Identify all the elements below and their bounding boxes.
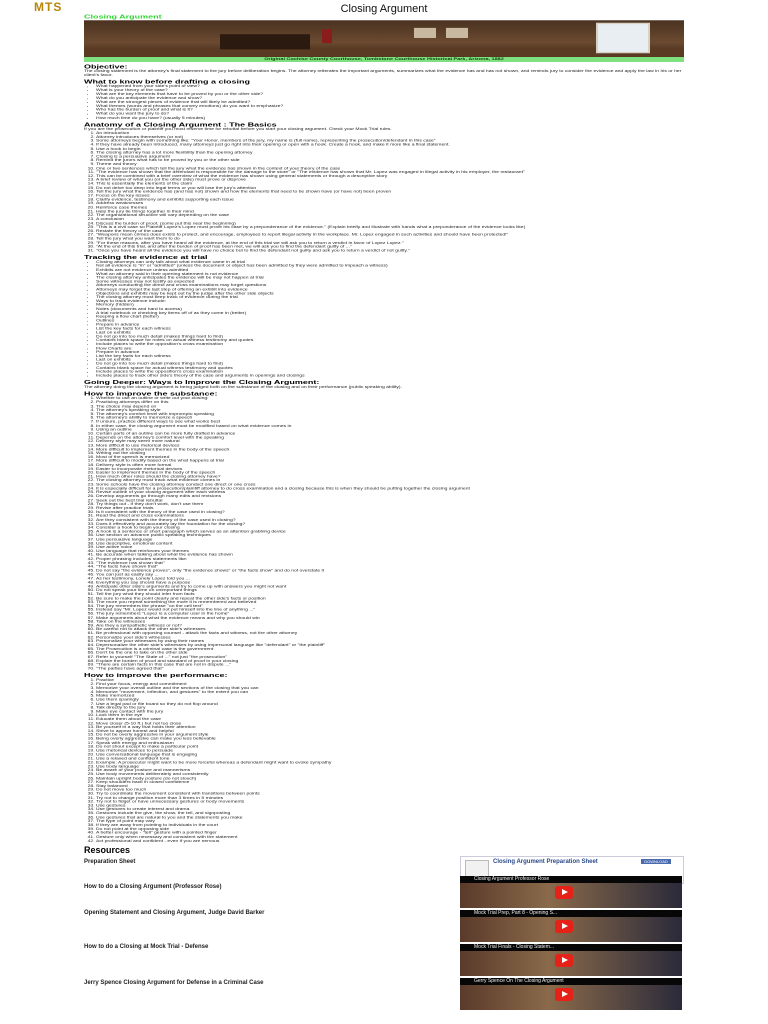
list-item: 1. Practice	[96, 679, 684, 683]
list-item: 48. Everything you say should have a purpose	[96, 581, 684, 585]
list-item: • What happened from your side's point of view?	[96, 85, 684, 89]
list-item: 43. "The evidence has shown that"	[96, 561, 684, 565]
list-item: • Prepare in advance	[96, 350, 684, 354]
list-item: 59. Are they a sympathetic witness or not?	[96, 624, 684, 628]
list-item: 31. "Once you have heard all the evidence you will have no choice but to find the defendant not guilty and ask you to return a verdict of not guilty."	[96, 249, 684, 253]
list-item: • Attorneys conducting the direct and cross examinations may forget questions	[96, 284, 684, 288]
resource-title[interactable]: Jerry Spence Closing Argument for Defense in a Criminal Case	[84, 980, 264, 986]
list-item: 14. More difficult to implement themes in the body of the speech	[96, 448, 684, 452]
resource-title[interactable]: Opening Statement and Closing Argument, Judge David Barker	[84, 910, 265, 916]
video-title: Closing Argument Professor Rose	[460, 876, 682, 883]
list-item: 27. "Weapons mean crimes does exists to protect, and encourage, employees to report illegal activity in the workplace. Mr. Lopez engaged in such activities and should have been protected!"	[96, 233, 684, 237]
list-item: • Ways to track evidence include:	[96, 299, 684, 303]
list-item: 20. Reinforce case themes	[96, 206, 684, 210]
list-item: 1. An introduction	[96, 131, 684, 135]
list-item: 60. Be careful not to attack the other side's witnesses	[96, 628, 684, 632]
list-item: 36. Use gestures that are natural to you and the statements you make	[96, 816, 684, 820]
list-item: 2. Attorney introduces themselves (or not)	[96, 135, 684, 139]
list-item: 30. Try to coordinate the movement consistent with transitions between points	[96, 792, 684, 796]
video-thumbnail[interactable]	[460, 978, 682, 1010]
list-item: 24. Be aware of your posture and mannerisms	[96, 769, 684, 773]
list-item: 21. Help the jury tie things together in their mind	[96, 210, 684, 214]
list-item: 4. If they have already been introduced, many attorneys just go right into their opening or open with a hook. Create a hook, and make it more like a final statement.	[96, 143, 684, 147]
list-item: • Memory (hidden)	[96, 303, 684, 307]
tracking-list	[84, 260, 684, 377]
play-icon[interactable]	[555, 920, 573, 933]
list-item: 34. Consider a hook to begin your closing	[96, 526, 684, 530]
list-item: • What themes (words and phrases that convey emotions) do you want to emphasize?	[96, 104, 684, 108]
list-item: 26. Develop arguments go through many edits and revisions	[96, 495, 684, 499]
list-item: 8. Talk directly to the jury	[96, 706, 684, 710]
list-item: 23. Use body language	[96, 765, 684, 769]
video-title: Mock Trial Prep, Part 8 - Opening S...	[460, 910, 682, 917]
list-item: • Last on exhibits	[96, 331, 684, 335]
list-item: • How much time do you have? (usually 5 minutes)	[96, 116, 684, 120]
list-item: 16. Most of the speech is memorized	[96, 456, 684, 460]
list-item: 27. Keep shoulders back in closed confidence	[96, 780, 684, 784]
list-item: 39. Do not point at the opposing side	[96, 827, 684, 831]
list-item: • Who has the burden of proof and what is it?	[96, 108, 684, 112]
resources-section	[84, 843, 684, 855]
list-item: 17. Focus on the key issues	[96, 194, 684, 198]
list-item: 17. More difficult to modify based on the what happens at trial	[96, 459, 684, 463]
list-item: 7. Closing is a persuasive argument	[96, 155, 684, 159]
substance-heading: How to improve the substance:	[84, 390, 218, 397]
list-item: 65. The Prosecution is a criminal case is the government	[96, 647, 684, 651]
list-item: 38. Use descriptive, emotional content	[96, 542, 684, 546]
list-item: 13. A brief review of what you (or the other side) must prove or disprove	[96, 178, 684, 182]
list-item: • Closing attorneys can only talk about what evidence came in at trial	[96, 260, 684, 264]
list-item: 14. This is essentially the elements of the claim	[96, 182, 684, 186]
list-item: 58. Take on the witnesses	[96, 620, 684, 624]
list-item: 8. In either case, the closing argument must be modified based on what evidence comes in	[96, 424, 684, 428]
list-item: 44. "The facts have shown that"	[96, 565, 684, 569]
list-item: 32. Try not to fidget or have unnecessary gestures or body movements	[96, 800, 684, 804]
list-item: • Some witnesses may not testify as expected	[96, 280, 684, 284]
list-item: • Last on exhibits	[96, 358, 684, 362]
list-item: • Do not go into too much detail (makes things hard to find)	[96, 335, 684, 339]
list-item: 37. Use persuasive language	[96, 538, 684, 542]
deeper-heading: Going Deeper: Ways to Improve the Closing Argument:	[84, 379, 320, 386]
anatomy-intro: If you are the prosecution or plaintiff you must reserve time for rebuttal before you start your closing argument. Check your Mock Trial rules.	[84, 127, 392, 132]
list-item: 42. Proper phrasing includes statements like:	[96, 557, 684, 561]
list-item: 33. Use gestures	[96, 804, 684, 808]
list-item: 37. The type of point may vary	[96, 820, 684, 824]
list-item: 14. Strive to appear honest and helpful	[96, 729, 684, 733]
list-item: 9. Using an outline	[96, 428, 684, 432]
list-item: 3. Some attorneys begin with something like: "Your Honor, members of the jury, my name is (full name), representing the prosecution/defendant in this case"	[96, 139, 684, 143]
site-logo[interactable]: MTS	[34, 0, 63, 14]
list-item: • What are the key elements that have to be proved by you or the other side?	[96, 93, 684, 97]
video-title: Gerry Spence On The Closing Argument	[460, 978, 682, 985]
list-item: 19. Address weaknesses	[96, 202, 684, 206]
list-item: 10. One or two sentences which tell the jury what the evidence has shown in the context of your theory of the case	[96, 167, 684, 171]
list-item: 12. Delivery style may seem more natural	[96, 440, 684, 444]
performance-list	[84, 679, 684, 843]
list-item: 50. Do not speak your time on unimportant things	[96, 589, 684, 593]
list-item: • Prepare in advance	[96, 323, 684, 327]
tracking-heading: Tracking the evidence at trial	[84, 254, 208, 261]
play-icon[interactable]	[555, 954, 573, 967]
resources-heading: Resources	[84, 845, 131, 855]
list-item: 21. How much other roles should the closing attorney have?	[96, 475, 684, 479]
list-item: 6. Use them sparingly	[96, 698, 684, 702]
list-item: 56. The jury remembers "Lopez is a computer user in the home"	[96, 612, 684, 616]
list-item: 11. "The evidence has shown that the defendant is responsible for the damage to the store" or "The evidence has shown that Mr. Lopez was engaged in illegal activity in his employer, the restaurant"	[96, 170, 684, 174]
section-label: Closing Argument	[84, 13, 162, 20]
list-item: 45. Do not say "the evidence proves", only "the evidence shows" or "the facts show" and do not overstate it	[96, 569, 684, 573]
resource-title[interactable]: How to do a Closing at Mock Trial - Defense	[84, 944, 209, 950]
list-item: 33. Does it effectively and accurately lay the foundation for the closing?	[96, 522, 684, 526]
list-item: 32. Are they consistent with the theory of the case used in closing?	[96, 518, 684, 522]
list-item: 3. Memorize your overall outline and the sections of the closing that you can	[96, 686, 684, 690]
list-item: 35. Gestures include the give, the show, the tell, and signposting	[96, 812, 684, 816]
list-item: • Notes (documents and hard to access)	[96, 307, 684, 311]
list-item: • Outlines	[96, 319, 684, 323]
list-item: • Do not go into too much detail (makes things hard to find)	[96, 362, 684, 366]
list-item: 47. As her testimony, Lonely Lopez told you ...	[96, 577, 684, 581]
list-item: 28. Stay balanced	[96, 784, 684, 788]
list-item: • Flow Charts are:	[96, 346, 684, 350]
list-item: 12. This can be combined with a brief overview of what the evidence has shown using general statements or through a descriptive story	[96, 174, 684, 178]
list-item: 54. The jury remembers the phrase "on the cell text"	[96, 604, 684, 608]
list-item: 36. Use section on advance public speaking techniques	[96, 534, 684, 538]
list-item: 49. Anticipate other side's arguments and try to come up with answers you might not want	[96, 585, 684, 589]
list-item: • Include places to write the opposition's cross examination	[96, 343, 684, 347]
resource-title[interactable]: Preparation Sheet	[84, 859, 136, 865]
list-item: 18. Clarify evidence, testimony and exhibits supporting each issue	[96, 198, 684, 202]
anatomy-heading: Anatomy of a Closing Argument : The Basics	[84, 121, 277, 128]
list-item: 22. The closing attorney must track what evidence comes in	[96, 479, 684, 483]
list-item: 16. Being overly aggressive can make you less believable	[96, 737, 684, 741]
list-item: 9. Make eye contact with the jury	[96, 710, 684, 714]
list-item: 69. "There are certain facts in this case that are not in dispute ..."	[96, 663, 684, 667]
hero-caption: Original Cochise County Courthouse, Tombstone Courthouse Historical Park, Arizona, 1882	[84, 57, 684, 62]
list-item: 52. Be sure to make the point clearly and repeat the other side's facts or position	[96, 597, 684, 601]
top-bar	[0, 0, 768, 14]
list-item: 63. Personalize your witnesses by using their names	[96, 640, 684, 644]
list-item: 21. Use a relaxed and confident tone	[96, 757, 684, 761]
list-item: 29. "For these reasons, after you have heard all the evidence, at the end of this trial we will ask you to return a verdict in favor of Lopez Lopez."	[96, 241, 684, 245]
list-item: 26. Restate the theory of the case	[96, 229, 684, 233]
list-item: 5. Use a hook to begin	[96, 147, 684, 151]
list-item: 15. Writing out the closing	[96, 452, 684, 456]
list-item: 1. Whether to use an outline or write out your closing:	[96, 397, 684, 401]
list-item: 7. Use a legal pad or file board so they do not flop around	[96, 702, 684, 706]
list-item: 41. Be accurate when talking about what the evidence has shown	[96, 553, 684, 557]
list-item: 39. Use active voice	[96, 546, 684, 550]
list-item: 11. Depends on the attorney's comfort level with the speaking	[96, 436, 684, 440]
list-item: 22. Example: A prosecutor might want to be more forceful whereas a defendant might want to evoke sympathy	[96, 761, 684, 765]
list-item: 25. "This is a civil case so Plaintiff Lopez's Lopez must prove his case by a preponderance of the evidence." (Explain briefly and illustrate with hands what a preponderance of the evidence looks like)	[96, 225, 684, 229]
list-item: 2. Practicing attorneys differ on this	[96, 401, 684, 405]
deeper-intro: The attorney doing the closing argument is being judged both on the substance of the closing and on their performance (public speaking ability).	[84, 385, 402, 390]
list-item: 15. Do not be overly aggressive in your argument style	[96, 733, 684, 737]
list-item: 9. Theme and theory	[96, 163, 684, 167]
list-item: 4. The attorney's speaking style	[96, 409, 684, 413]
list-item: 23. Some schools have the closing attorney conduct one direct or one cross	[96, 483, 684, 487]
list-item: • Not all evidence is "in" or "admitted" (unless the document or object has been admitted by they were admitted to impeach a witness)	[96, 264, 684, 268]
hero-image	[84, 20, 684, 57]
video-thumbnail[interactable]	[460, 876, 682, 908]
list-item: 35. A hook is a sentence or short paragraph which serves as an attention grabbing device	[96, 530, 684, 534]
list-item: 30. "At the end of this trial, and after the burden of proof has been met, we will ask you to find the defendant guilty of ..."	[96, 245, 684, 249]
list-item: 5. The attorney's comfort level with impromptu speaking	[96, 412, 684, 416]
list-item: • Include places to write the opposition's cross examination	[96, 370, 684, 374]
list-item: 67. Refer to yourself "The State of ..." not just "the prosecution"	[96, 655, 684, 659]
video-thumbnail[interactable]	[460, 910, 682, 942]
list-item: • Keeping a flow chart (better)	[96, 315, 684, 319]
list-item: 18. Delivery style is often more formal	[96, 463, 684, 467]
list-item: • Include places to track other side's theory of the case and arguments in openings and closings	[96, 374, 684, 378]
flag-icon	[322, 29, 332, 43]
list-item: 19. Use rhetorical devices to persuade	[96, 749, 684, 753]
list-item: • List the key facts for each witness	[96, 327, 684, 331]
list-item: 41. Gesture only when necessary and consistent with the statement	[96, 835, 684, 839]
list-item: • What do you want the jury to do?	[96, 112, 684, 116]
list-item: 23. A conclusion	[96, 217, 684, 221]
list-item: 64. Depersonalize the other side's witnesses by using impersonal language like "defendant" or "the plaintiff"	[96, 644, 684, 648]
list-item: • Attorneys may forget the last step of offering an exhibit into evidence	[96, 288, 684, 292]
list-item: 15. Do not delve too deep into legal terms or you will lose the jury's attention	[96, 186, 684, 190]
list-item: 5. Make memorized	[96, 694, 684, 698]
list-item: • What do you anticipate the evidence and show?	[96, 96, 684, 100]
list-item: 25. Revise outline of your closing argument after each witness	[96, 491, 684, 495]
sheet-title: Closing Argument Preparation Sheet	[493, 859, 598, 865]
list-item: 7. If unsure, practice different ways to see what works best	[96, 420, 684, 424]
list-item: • Contains blank space for actual witness testimony and quotes	[96, 366, 684, 370]
resource-title[interactable]: How to do a Closing Argument (Professor Rose)	[84, 884, 222, 890]
know-heading: What to know before drafting a closing	[84, 78, 251, 85]
list-item: 55. Instead say "Mr. Lopez would not put himself into the line of anything ..."	[96, 608, 684, 612]
list-item: 20. Easier to implement themes in the body of the speech	[96, 471, 684, 475]
list-item: 4. Memorize "movement, inflection, and gestures" to the extent you can	[96, 690, 684, 694]
list-item: • Contains blank space for notes on actual witness testimony and quotes	[96, 339, 684, 343]
page-title: Closing Argument	[340, 3, 428, 15]
list-item: 61. Be professional with opposing counsel - attack the facts and witness, not the other attorney	[96, 632, 684, 636]
list-item: 29. Do not move too much	[96, 788, 684, 792]
list-item: 18. Do not shout except to make a particular point	[96, 745, 684, 749]
list-item: • The closing attorney anticipates the evidence will be may not happen at trial	[96, 276, 684, 280]
video-title: Mock Trial Finals - Closing Statem...	[460, 944, 682, 951]
list-item: 51. Tell the jury what they should infer from facts	[96, 593, 684, 597]
list-item: • A trial notebook or checking key items off of as they come in (better)	[96, 311, 684, 315]
list-item: 22. The organizational structure will vary depending on the case	[96, 214, 684, 218]
list-item: • The closing attorney must keep track of evidence during the trial	[96, 296, 684, 300]
list-item: 20. Use conversational language that is engaging	[96, 753, 684, 757]
list-item: 3. The choice may depend on	[96, 405, 684, 409]
list-item: • What are the strongest pieces of evidence that will likely be admitted?	[96, 100, 684, 104]
list-item: 38. If they are away from pointing to individuals in the court	[96, 823, 684, 827]
list-item: 68. Explain the burden of proof and standard of proof in your closing	[96, 659, 684, 663]
list-item: 31. Read the direct and cross examinations	[96, 514, 684, 518]
list-item: 30. Is it consistent with the theory of the case used in closing?	[96, 510, 684, 514]
list-item: 28. Try things out - if they don't work, don't use them	[96, 503, 684, 507]
list-item: 57. Make arguments about what the evidence means and why you should win	[96, 616, 684, 620]
list-item: 25. Use body movements deliberately and consistently	[96, 773, 684, 777]
list-item: 8. Remind the jurors what has to be proved by you or the other side	[96, 159, 684, 163]
list-item: 42. Act professional and confident - even if you are nervous	[96, 839, 684, 843]
list-item: 13. Be yourself in a way that holds their attention	[96, 726, 684, 730]
list-item: 28. Tell the jury what you want them to do	[96, 237, 684, 241]
list-item: 53. The more you repeat something the more it is remembered and believed	[96, 600, 684, 604]
list-item: 29. Revise after practice trials	[96, 506, 684, 510]
list-item: 40. Use language that reinforces your themes	[96, 550, 684, 554]
play-icon[interactable]	[555, 886, 573, 899]
list-item: 17. Speak with energy and enthusiasm	[96, 741, 684, 745]
list-item: • What is your theory of the case?	[96, 89, 684, 93]
list-item: 26. Maintain upright body posture (do not slouch)	[96, 776, 684, 780]
know-list	[84, 85, 684, 120]
list-item: • Objections and exhibits may be kept out by the judge after the other side objects	[96, 292, 684, 296]
download-button[interactable]: DOWNLOAD	[641, 859, 671, 864]
anatomy-list	[84, 131, 684, 252]
list-item: • Exhibits are not evidence unless admitted	[96, 268, 684, 272]
list-item: 24. It is especially difficult for a prosecution/plaintiff attorney to do cross examination and a closing because this is when they should be putting together the closing argument	[96, 487, 684, 491]
objective-text: The closing statement is the attorney's final statement to the jury before deliberation begins. The attorney reiterates the important arguments, summarizes what the evidence has and has not shown, and reminds jury to consider the evidence and apply the law in his or her client's favor.	[84, 69, 682, 78]
objective-heading: Objective:	[84, 63, 128, 70]
list-item: 31. Try not to change position more than 3 times in 5 minutes	[96, 796, 684, 800]
list-item: 27. Seek out the best trial rebuttal	[96, 499, 684, 503]
list-item: 6. The attorney's ability to memorize a speech	[96, 416, 684, 420]
list-item: 6. The closing attorney has a lot more flexibility than the opening attorney	[96, 151, 684, 155]
article	[84, 14, 684, 843]
list-item: 34. Use gestures to create interest and drama	[96, 808, 684, 812]
performance-heading: How to improve the performance:	[84, 672, 228, 679]
list-item: 66. Don't be the one to take on the other side	[96, 651, 684, 655]
list-item: • What an attorney said in their opening statement is not evidence	[96, 272, 684, 276]
list-item: 40. A better encourage - "tell" gesture with a pointed finger	[96, 831, 684, 835]
list-item: 10. Certain parts of an outline can be more fully drafted in advance	[96, 432, 684, 436]
substance-list	[84, 397, 684, 671]
list-item: 46. You can just as easily say ...	[96, 573, 684, 577]
list-item: 10. Look them in the eye	[96, 714, 684, 718]
list-item: 13. More difficult to use rhetorical devices	[96, 444, 684, 448]
list-item: 24. Discuss the burden of proof, (some put this near the beginning)	[96, 221, 684, 225]
list-item: 12. Move closer (5-10 ft.) but not too close	[96, 722, 684, 726]
video-thumbnail[interactable]	[460, 944, 682, 976]
list-item: 2. Find your focus, energy and commitment	[96, 682, 684, 686]
list-item: 16. Tell the jury what the evidence has (and has not) shown and how the elements that need to be shown have (or have not) been proven	[96, 190, 684, 194]
play-icon[interactable]	[555, 988, 573, 1001]
list-item: 70. "The parties have agreed that"	[96, 667, 684, 671]
list-item: 19. Easier to incorporate rhetorical devices	[96, 467, 684, 471]
list-item: 62. Personalize your side's witnesses	[96, 636, 684, 640]
list-item: 11. Educate them about the case	[96, 718, 684, 722]
list-item: • List the key facts for each witness	[96, 354, 684, 358]
